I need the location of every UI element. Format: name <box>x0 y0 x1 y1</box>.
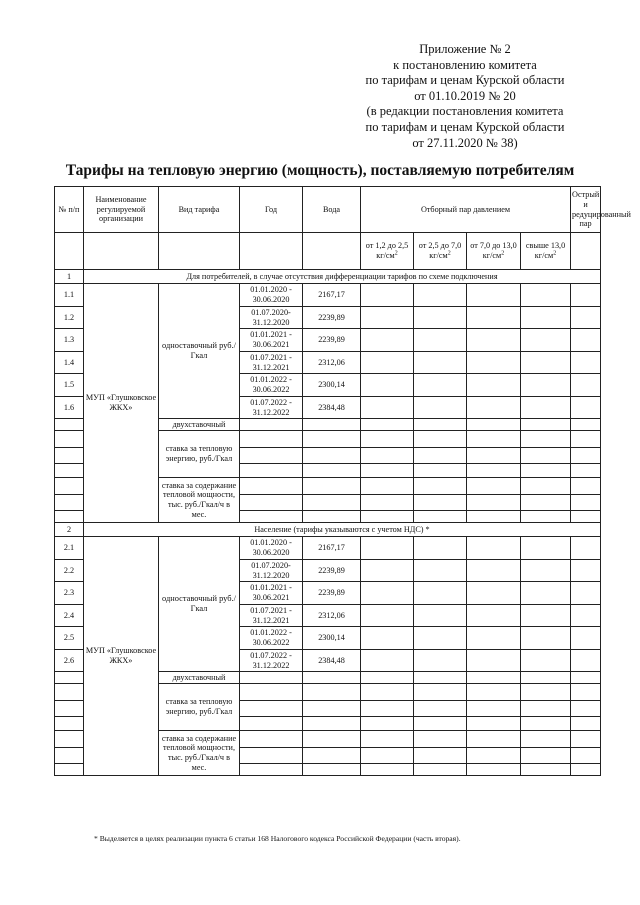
empty-cell <box>571 352 601 374</box>
empty-cell <box>361 431 414 448</box>
appendix-line: по тарифам и ценам Курской области <box>365 73 565 88</box>
table-row <box>55 284 601 307</box>
row-number: 1.2 <box>55 307 84 329</box>
section-number: 1 <box>55 270 84 284</box>
empty-cell <box>240 748 303 764</box>
water-tariff: 2239,89 <box>303 560 361 582</box>
period: 01.01.2022 - 30.06.2022 <box>240 627 303 650</box>
empty-cell <box>240 478 303 495</box>
table-row <box>55 270 601 284</box>
period: 01.07.2021 - 31.12.2021 <box>240 352 303 374</box>
water-tariff: 2167,17 <box>303 537 361 560</box>
empty-cell <box>55 478 84 495</box>
empty-cell <box>414 627 467 650</box>
energy-rate-label: ставка за тепловую энергию, руб./Гкал <box>159 684 240 731</box>
empty-cell <box>414 748 467 764</box>
empty-cell <box>521 701 571 717</box>
empty-cell <box>361 352 414 374</box>
header-org: Наименование регулируемой организации <box>84 187 159 233</box>
row-number: 1.4 <box>55 352 84 374</box>
row-number: 2.2 <box>55 560 84 582</box>
empty-cell <box>521 307 571 329</box>
empty-cell <box>240 684 303 701</box>
empty-cell <box>521 684 571 701</box>
two-rate-type: двухставочный <box>159 672 240 684</box>
empty-cell <box>55 464 84 478</box>
period: 01.01.2021 - 30.06.2021 <box>240 329 303 352</box>
empty-cell <box>361 582 414 605</box>
water-tariff: 2312,06 <box>303 352 361 374</box>
capacity-rate-label: ставка за содержание тепловой мощности, тыс. руб./Гкал/ч в мес. <box>159 731 240 776</box>
appendix-line: от 01.10.2019 № 20 <box>414 88 516 103</box>
empty-cell <box>467 284 521 307</box>
row-number: 2.1 <box>55 537 84 560</box>
empty-cell <box>361 374 414 397</box>
empty-cell <box>414 582 467 605</box>
appendix-line: от 27.11.2020 № 38) <box>412 135 518 150</box>
empty-cell <box>240 448 303 464</box>
empty-cell <box>55 717 84 731</box>
empty-cell <box>240 717 303 731</box>
empty-cell <box>414 731 467 748</box>
empty-cell <box>361 448 414 464</box>
empty-cell <box>467 560 521 582</box>
water-tariff: 2239,89 <box>303 582 361 605</box>
single-rate-type: одноставочный руб./Гкал <box>159 537 240 672</box>
empty-cell <box>521 650 571 672</box>
empty-cell <box>414 672 467 684</box>
empty-cell <box>571 764 601 776</box>
empty-cell <box>414 605 467 627</box>
empty-cell <box>467 605 521 627</box>
empty-cell <box>303 448 361 464</box>
empty-cell <box>467 511 521 523</box>
empty-cell <box>55 748 84 764</box>
empty-cell <box>571 731 601 748</box>
empty-cell <box>361 764 414 776</box>
header-pressure-4 <box>521 233 571 270</box>
period: 01.07.2022 - 31.12.2022 <box>240 650 303 672</box>
empty-cell <box>521 448 571 464</box>
empty-cell <box>55 731 84 748</box>
empty-cell <box>414 495 467 511</box>
header-steam: Отборный пар давлением <box>361 187 571 233</box>
empty-cell <box>414 419 467 431</box>
empty-cell <box>467 748 521 764</box>
period: 01.01.2020 - 30.06.2020 <box>240 284 303 307</box>
empty-cell <box>521 627 571 650</box>
organization-name: МУП «Глушковское ЖКХ» <box>84 284 159 523</box>
row-number: 1.3 <box>55 329 84 352</box>
empty-cell <box>361 329 414 352</box>
empty-cell <box>521 731 571 748</box>
empty-cell <box>571 495 601 511</box>
empty-cell <box>414 431 467 448</box>
empty-cell <box>521 605 571 627</box>
empty-cell <box>414 478 467 495</box>
empty-cell <box>303 684 361 701</box>
empty-cell <box>361 419 414 431</box>
header-pressure-1 <box>361 233 414 270</box>
empty-cell <box>361 284 414 307</box>
empty-cell <box>521 419 571 431</box>
empty-cell <box>571 397 601 419</box>
header-empty <box>571 233 601 270</box>
empty-cell <box>361 672 414 684</box>
empty-cell <box>467 650 521 672</box>
empty-cell <box>361 684 414 701</box>
empty-cell <box>240 672 303 684</box>
empty-cell <box>414 650 467 672</box>
empty-cell <box>521 431 571 448</box>
water-tariff: 2300,14 <box>303 374 361 397</box>
energy-rate-label: ставка за тепловую энергию, руб./Гкал <box>159 431 240 478</box>
empty-cell <box>521 511 571 523</box>
empty-cell <box>414 307 467 329</box>
empty-cell <box>240 701 303 717</box>
empty-cell <box>467 731 521 748</box>
empty-cell <box>55 431 84 448</box>
header-empty <box>303 233 361 270</box>
superscript: 2 <box>501 250 505 257</box>
pressure-label: от 1,2 до 2,5 кг/см <box>365 241 409 260</box>
empty-cell <box>361 605 414 627</box>
empty-cell <box>521 495 571 511</box>
empty-cell <box>571 464 601 478</box>
empty-cell <box>467 374 521 397</box>
section-title: Население (тарифы указываются с учетом НДС) * <box>84 523 601 537</box>
tariff-table <box>54 186 631 776</box>
empty-cell <box>303 748 361 764</box>
empty-cell <box>55 495 84 511</box>
empty-cell <box>414 684 467 701</box>
empty-cell <box>361 717 414 731</box>
water-tariff: 2167,17 <box>303 284 361 307</box>
capacity-rate-label: ставка за содержание тепловой мощности, тыс. руб./Гкал/ч в мес. <box>159 478 240 523</box>
empty-cell <box>571 672 601 684</box>
empty-cell <box>467 684 521 701</box>
empty-cell <box>571 605 601 627</box>
empty-cell <box>467 419 521 431</box>
header-empty <box>159 233 240 270</box>
empty-cell <box>414 537 467 560</box>
appendix-line: по тарифам и ценам Курской области <box>365 119 565 134</box>
section-number: 2 <box>55 523 84 537</box>
empty-cell <box>571 748 601 764</box>
empty-cell <box>414 464 467 478</box>
empty-cell <box>571 431 601 448</box>
empty-cell <box>414 764 467 776</box>
empty-cell <box>303 495 361 511</box>
empty-cell <box>414 284 467 307</box>
empty-cell <box>521 764 571 776</box>
appendix-header <box>340 42 590 151</box>
empty-cell <box>571 307 601 329</box>
water-tariff: 2384,48 <box>303 397 361 419</box>
empty-cell <box>303 764 361 776</box>
empty-cell <box>414 511 467 523</box>
empty-cell <box>467 307 521 329</box>
empty-cell <box>571 582 601 605</box>
footnote: * Выделяется в целях реализации пункта 6 статьи 168 Налогового кодекса Российской Федерации (часть вторая). <box>94 834 461 843</box>
empty-cell <box>467 431 521 448</box>
empty-cell <box>571 627 601 650</box>
empty-cell <box>361 560 414 582</box>
empty-cell <box>240 764 303 776</box>
table-row <box>55 523 601 537</box>
row-number: 1.1 <box>55 284 84 307</box>
empty-cell <box>55 701 84 717</box>
empty-cell <box>467 478 521 495</box>
empty-cell <box>571 511 601 523</box>
empty-cell <box>571 537 601 560</box>
period: 01.07.2020- 31.12.2020 <box>240 560 303 582</box>
empty-cell <box>361 478 414 495</box>
header-num: № п/п <box>55 187 84 233</box>
empty-cell <box>521 582 571 605</box>
empty-cell <box>303 419 361 431</box>
period: 01.01.2021 - 30.06.2021 <box>240 582 303 605</box>
empty-cell <box>521 374 571 397</box>
empty-cell <box>414 397 467 419</box>
empty-cell <box>521 464 571 478</box>
empty-cell <box>571 650 601 672</box>
empty-cell <box>414 329 467 352</box>
single-rate-type: одноставочный руб./Гкал <box>159 284 240 419</box>
period: 01.07.2021 - 31.12.2021 <box>240 605 303 627</box>
empty-cell <box>414 448 467 464</box>
empty-cell <box>414 701 467 717</box>
period: 01.07.2022 - 31.12.2022 <box>240 397 303 419</box>
empty-cell <box>467 352 521 374</box>
appendix-line: (в редакции постановления комитета <box>366 104 564 119</box>
empty-cell <box>467 464 521 478</box>
row-number: 2.5 <box>55 627 84 650</box>
empty-cell <box>467 329 521 352</box>
header-year: Год <box>240 187 303 233</box>
empty-cell <box>303 701 361 717</box>
empty-cell <box>361 511 414 523</box>
empty-cell <box>414 352 467 374</box>
empty-cell <box>571 478 601 495</box>
empty-cell <box>240 464 303 478</box>
section-title: Для потребителей, в случае отсутствия дифференциации тарифов по схеме подключения <box>84 270 601 284</box>
empty-cell <box>303 731 361 748</box>
empty-cell <box>55 448 84 464</box>
empty-cell <box>571 419 601 431</box>
empty-cell <box>467 582 521 605</box>
empty-cell <box>361 397 414 419</box>
empty-cell <box>361 537 414 560</box>
row-number: 1.6 <box>55 397 84 419</box>
empty-cell <box>571 560 601 582</box>
appendix-line: к постановлению комитета <box>393 57 537 72</box>
empty-cell <box>240 495 303 511</box>
empty-cell <box>467 672 521 684</box>
empty-cell <box>571 284 601 307</box>
two-rate-type: двухставочный <box>159 419 240 431</box>
header-tariff-type: Вид тарифа <box>159 187 240 233</box>
empty-cell <box>521 478 571 495</box>
empty-cell <box>240 511 303 523</box>
appendix-line: Приложение № 2 <box>419 42 511 56</box>
empty-cell <box>55 672 84 684</box>
header-pressure-2 <box>414 233 467 270</box>
empty-cell <box>467 717 521 731</box>
page-title: Тарифы на тепловую энергию (мощность), поставляемую потребителям <box>65 162 575 179</box>
header-water: Вода <box>303 187 361 233</box>
pressure-label: от 2,5 до 7,0 кг/см <box>418 241 462 260</box>
empty-cell <box>303 672 361 684</box>
header-empty <box>55 233 84 270</box>
empty-cell <box>361 495 414 511</box>
period: 01.01.2022 - 30.06.2022 <box>240 374 303 397</box>
empty-cell <box>361 464 414 478</box>
empty-cell <box>467 627 521 650</box>
empty-cell <box>521 717 571 731</box>
table-row <box>55 537 601 560</box>
empty-cell <box>467 701 521 717</box>
empty-cell <box>303 478 361 495</box>
empty-cell <box>467 397 521 419</box>
empty-cell <box>361 748 414 764</box>
table-row <box>55 187 601 233</box>
empty-cell <box>571 448 601 464</box>
empty-cell <box>521 397 571 419</box>
organization-name: МУП «Глушковское ЖКХ» <box>84 537 159 776</box>
empty-cell <box>361 627 414 650</box>
period: 01.01.2020 - 30.06.2020 <box>240 537 303 560</box>
water-tariff: 2384,48 <box>303 650 361 672</box>
empty-cell <box>303 717 361 731</box>
empty-cell <box>55 419 84 431</box>
empty-cell <box>55 684 84 701</box>
superscript: 2 <box>394 250 398 257</box>
empty-cell <box>55 764 84 776</box>
empty-cell <box>303 511 361 523</box>
empty-cell <box>361 650 414 672</box>
empty-cell <box>414 560 467 582</box>
header-empty <box>240 233 303 270</box>
water-tariff: 2300,14 <box>303 627 361 650</box>
empty-cell <box>521 672 571 684</box>
empty-cell <box>55 511 84 523</box>
empty-cell <box>414 374 467 397</box>
empty-cell <box>467 537 521 560</box>
superscript: 2 <box>553 250 557 257</box>
row-number: 2.6 <box>55 650 84 672</box>
water-tariff: 2312,06 <box>303 605 361 627</box>
water-tariff: 2239,89 <box>303 307 361 329</box>
period: 01.07.2020- 31.12.2020 <box>240 307 303 329</box>
empty-cell <box>467 764 521 776</box>
row-number: 1.5 <box>55 374 84 397</box>
table-row <box>55 233 601 270</box>
pressure-label: от 7,0 до 13,0 кг/см <box>470 241 517 260</box>
empty-cell <box>521 352 571 374</box>
header-sharp-steam: Острый и редуцированный пар <box>571 187 601 233</box>
empty-cell <box>521 284 571 307</box>
empty-cell <box>571 374 601 397</box>
empty-cell <box>361 701 414 717</box>
header-pressure-3 <box>467 233 521 270</box>
empty-cell <box>571 684 601 701</box>
empty-cell <box>571 329 601 352</box>
empty-cell <box>240 419 303 431</box>
empty-cell <box>361 731 414 748</box>
empty-cell <box>571 717 601 731</box>
pressure-label: свыше 13,0 кг/см <box>525 241 566 260</box>
empty-cell <box>521 748 571 764</box>
empty-cell <box>414 717 467 731</box>
empty-cell <box>467 495 521 511</box>
superscript: 2 <box>447 250 451 257</box>
empty-cell <box>521 537 571 560</box>
row-number: 2.3 <box>55 582 84 605</box>
empty-cell <box>303 464 361 478</box>
row-number: 2.4 <box>55 605 84 627</box>
empty-cell <box>240 431 303 448</box>
water-tariff: 2239,89 <box>303 329 361 352</box>
empty-cell <box>361 307 414 329</box>
empty-cell <box>240 731 303 748</box>
empty-cell <box>521 329 571 352</box>
header-empty <box>84 233 159 270</box>
empty-cell <box>303 431 361 448</box>
empty-cell <box>521 560 571 582</box>
empty-cell <box>571 701 601 717</box>
empty-cell <box>467 448 521 464</box>
